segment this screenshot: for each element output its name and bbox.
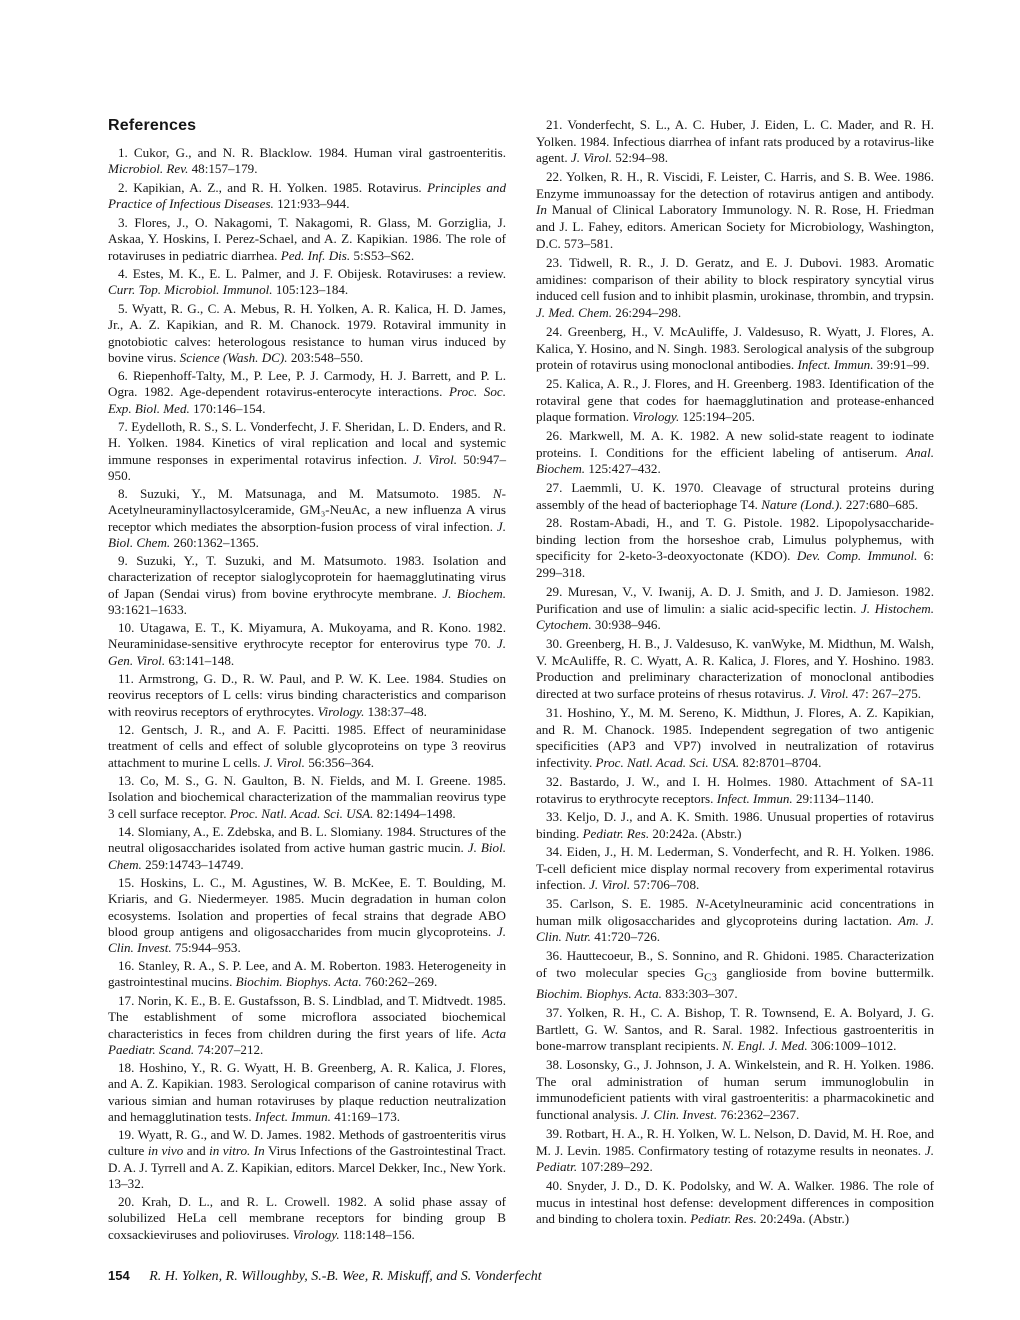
reference-entry bbox=[536, 948, 934, 1003]
reference-text: 22. Yolken, R. H., R. Viscidi, F. Leister, C. Harris, and S. B. Wee. 1986. Enzyme immunoassay for the detection of rotavirus antigen and antibody. bbox=[536, 169, 934, 201]
reference-entry bbox=[536, 896, 934, 946]
reference-text: Infect. Immun. bbox=[254, 1108, 331, 1124]
reference-text: 40. Snyder, J. D., D. K. Podolsky, and W. A. Walker. 1986. The role of mucus in intestinal host defense: development differences in composition and binding to cholera toxin. bbox=[536, 1178, 934, 1227]
reference-text: 11. Armstrong, G. D., R. W. Paul, and P. W. K. Lee. 1984. Studies on reovirus receptors of L cells: virus binding characteristics and comparison with reovirus receptors of erythrocytes. bbox=[108, 671, 506, 719]
reference-text: Dev. Comp. Immunol. bbox=[796, 548, 918, 564]
running-authors: R. H. Yolken, R. Willoughby, S.-B. Wee, R. Miskuff, and S. Vonderfecht bbox=[149, 1269, 542, 1284]
reference-text: 29. Muresan, V., V. Iwanij, A. D. J. Smith, and J. D. Jamieson. 1982. Purification and use of limulin: a sialic acid-specific lectin. bbox=[536, 584, 934, 616]
reference-entry bbox=[536, 376, 934, 426]
reference-text: J. Virol. bbox=[413, 451, 457, 467]
reference-text: 76:2362–2367. bbox=[717, 1107, 800, 1123]
reference-text: Principles and Practice of Infectious Diseases. bbox=[108, 180, 507, 212]
reference-text: 37. Yolken, R. H., C. A. Bishop, T. R. Townsend, E. A. Bolyard, J. G. Bartlett, G. W. Santos, and R. Saral. 1982. Infectious gastroenteritis in bone-marrow transplant recipients. bbox=[536, 1005, 934, 1054]
reference-text: Nature (Lond.). bbox=[761, 496, 843, 512]
reference-text: 57:706–708. bbox=[630, 877, 700, 893]
reference-text: 36. Hauttecoeur, B., S. Sonnino, and R. Ghidoni. 1985. Characterization of two molecular species G bbox=[536, 948, 934, 980]
reference-text: Proc. Soc. Exp. Biol. Med. bbox=[108, 384, 506, 416]
reference-text: 306:1009–1012. bbox=[807, 1038, 897, 1054]
reference-text: 35. Carlson, S. E. 1985. bbox=[546, 896, 696, 911]
reference-text: -Acetylneuraminic acid concentrations in human milk oligosaccharides and glycoproteins during lactation. bbox=[536, 896, 935, 928]
reference-text: Microbiol. Rev. bbox=[108, 161, 189, 177]
reference-entry bbox=[108, 553, 506, 618]
reference-text: 18. Hoshino, Y., R. G. Wyatt, H. B. Greenberg, A. R. Kalica, J. Flores, and A. Z. Kapikian. 1983. Serological comparison of canine rotavirus with various simian and human rotaviruses by plaque reduction neutralization and hemagglutination tests. bbox=[108, 1060, 506, 1124]
reference-text: 9. Suzuki, Y., T. Suzuki, and M. Matsumoto. 1983. Isolation and characterization of receptor sialoglycoprotein for haemagglutinating virus of Japan (Sendai virus) from bovine erythrocyte membrane. bbox=[108, 553, 506, 601]
reference-entry bbox=[536, 1057, 934, 1124]
reference-text: 31. Hoshino, Y., M. M. Sereno, K. Midthun, J. Flores, A. Z. Kapikian, and R. M. Chanock. 1985. Independent segregation of two antigenic specificities (AP3 and VP7) involved in neutralization of rotavirus infectivity. bbox=[536, 705, 934, 771]
reference-text: 260:1362–1365. bbox=[170, 534, 259, 550]
reference-entry bbox=[536, 844, 934, 894]
reference-text: 4. Estes, M. K., E. L. Palmer, and J. F. Obijesk. Rotaviruses: a review. bbox=[118, 266, 506, 281]
reference-entry bbox=[108, 620, 506, 669]
reference-text: 16. Stanley, R. A., S. P. Lee, and A. M. Roberton. 1983. Heterogeneity in gastrointestinal mucins. bbox=[108, 958, 506, 990]
reference-entry bbox=[536, 169, 934, 253]
reference-text: 41:169–173. bbox=[330, 1108, 401, 1124]
reference-text: 32. Bastardo, J. W., and I. H. Holmes. 1980. Attachment of SA-11 rotavirus to erythrocyte receptors. bbox=[536, 774, 934, 806]
reference-text: 227:680–685. bbox=[842, 496, 919, 512]
reference-text: 26:294–298. bbox=[612, 305, 682, 321]
reference-entry bbox=[536, 255, 934, 322]
reference-text: 3. Flores, J., O. Nakagomi, T. Nakagomi, R. Glass, M. Gorziglia, J. Askaa, Y. Hoskins, I. Perez-Schael, and A. Z. Kapikian. 1986. The role of rotaviruses in pediatric diarrhea. bbox=[108, 215, 506, 263]
reference-entry bbox=[108, 875, 506, 956]
reference-entry bbox=[108, 368, 506, 417]
reference-entry bbox=[108, 671, 506, 720]
reference-text: 10. Utagawa, E. T., K. Miyamura, A. Mukoyama, and R. Kono. 1982. Neuraminidase-sensitive erythrocyte receptor for enterovirus type 70. bbox=[108, 620, 506, 652]
reference-text: 760:262–269. bbox=[361, 974, 438, 990]
reference-text: N. Engl. J. Med. bbox=[722, 1038, 808, 1054]
reference-text: 125:194–205. bbox=[679, 409, 755, 425]
reference-text: 27. Laemmli, U. K. 1970. Cleavage of structural proteins during assembly of the head of bacteriophage T4. bbox=[536, 480, 934, 512]
reference-text: 259:14743–14749. bbox=[141, 856, 244, 872]
reference-entry bbox=[536, 636, 934, 703]
reference-text: 20. Krah, D. L., and R. L. Crowell. 1982. A solid phase assay of solubilized HeLa cell membrane receptors for binding group B coxsackieviruses and polioviruses. bbox=[108, 1194, 506, 1242]
reference-entry bbox=[536, 515, 934, 582]
reference-text: 138:37–48. bbox=[364, 703, 427, 719]
page-footer bbox=[108, 1268, 542, 1285]
reference-text: Anal. Biochem. bbox=[536, 444, 934, 477]
reference-entry bbox=[536, 1005, 934, 1055]
references-heading: References bbox=[108, 117, 197, 134]
page-number: 154 bbox=[108, 1268, 130, 1283]
reference-text: 6. Riepenhoff-Talty, M., P. Lee, P. J. Carmody, H. J. Barrett, and P. L. Ogra. 1982. Age-dependent rotavirus-enterocyte interactions. bbox=[108, 368, 506, 400]
reference-entry bbox=[108, 773, 506, 822]
reference-entry bbox=[108, 722, 506, 771]
reference-entry bbox=[536, 480, 934, 513]
reference-text: 105:123–184. bbox=[272, 282, 349, 298]
reference-text: 34. Eiden, J., H. M. Lederman, S. Vonderfecht, and R. H. Yolken. 1986. T-cell deficient mice display normal recovery from experimental rotavirus infection. bbox=[536, 844, 934, 893]
reference-text: Virology. bbox=[317, 703, 365, 719]
reference-entry bbox=[108, 266, 506, 299]
reference-text: J. Biol. Chem. bbox=[108, 518, 506, 550]
reference-text: Manual of Clinical Laboratory Immunology. N. R. Rose, H. Friedman and J. L. Fahey, editors. American Society for Microbiology, Washington, D.C. 573–581. bbox=[536, 202, 934, 251]
reference-text: J. Clin. Invest. bbox=[641, 1107, 718, 1123]
reference-text: C3 bbox=[704, 971, 717, 984]
reference-text: in vitro. In bbox=[209, 1143, 265, 1159]
reference-text: Ped. Inf. Dis. bbox=[280, 247, 351, 263]
reference-entry bbox=[536, 428, 934, 478]
reference-text: 30. Greenberg, H. B., J. Valdesuso, K. vanWyke, M. Midthun, M. Walsh, V. McAuliffe, R. C. Wyatt, A. R. Kalica, J. Flores, and Y. Hoshino. 1983. Production and preliminary characterization of monoclonal antibodies directed at two surface proteins of rhesus rotavirus. bbox=[536, 636, 934, 702]
reference-entry bbox=[536, 1126, 934, 1176]
reference-text: N bbox=[695, 896, 705, 911]
reference-entry bbox=[536, 705, 934, 772]
reference-text: 48:157–179. bbox=[188, 161, 258, 177]
reference-text: 52:94–98. bbox=[612, 150, 669, 166]
reference-entry bbox=[108, 958, 506, 991]
reference-text: 82:1494–1498. bbox=[373, 805, 456, 821]
reference-text: ganglioside from bovine buttermilk. bbox=[716, 964, 934, 980]
reference-text: 833:303–307. bbox=[661, 986, 738, 1002]
reference-text: 118:148–156. bbox=[339, 1226, 415, 1242]
reference-text: N bbox=[492, 486, 502, 501]
reference-text: J. Virol. bbox=[570, 150, 612, 166]
reference-text: 38. Losonsky, G., J. Johnson, J. A. Winkelstein, and R. H. Yolken. 1986. The oral administration of human serum immunoglobulin in immunodeficient patients with viral gastroenteritis: a pharmacokinetic and functional analysis. bbox=[536, 1057, 934, 1123]
reference-text: 2. Kapikian, A. Z., and R. H. Yolken. 1985. Rotavirus. bbox=[118, 180, 428, 195]
reference-text: 107:289–292. bbox=[577, 1159, 653, 1175]
reference-text: 74:207–212. bbox=[194, 1041, 264, 1057]
reference-text: 33. Keljo, D. J., and A. K. Smith. 1986. Unusual properties of rotavirus binding. bbox=[536, 809, 934, 841]
reference-text: in vivo bbox=[147, 1143, 184, 1159]
reference-text: Virology. bbox=[292, 1226, 340, 1242]
reference-text: 24. Greenberg, H., V. McAuliffe, J. Valdesuso, R. Wyatt, J. Flores, A. Kalica, Y. Hosino, and N. Singh. 1983. Serological analysis of the subgroup protein of rotavirus using monoclonal antibodies. bbox=[536, 324, 934, 373]
reference-text: 20:242a. (Abstr.) bbox=[649, 825, 742, 841]
reference-text: J. Virol. bbox=[589, 877, 631, 893]
reference-text: 23. Tidwell, R. R., J. D. Geratz, and E. J. Dubovi. 1983. Aromatic amidines: comparison of their ability to block respiratory syncytial virus induced cell fusion and to inhibit plasmin, urokinase, thrombin, and trypsin. bbox=[536, 255, 934, 304]
reference-text: Infect. Immun. bbox=[797, 357, 874, 373]
reference-entry bbox=[108, 180, 506, 213]
reference-text: 50:947–950. bbox=[108, 451, 506, 483]
reference-text: Proc. Natl. Acad. Sci. USA. bbox=[595, 755, 740, 771]
reference-text: 75:944–953. bbox=[171, 940, 241, 956]
reference-text: Science (Wash. DC). bbox=[179, 349, 288, 365]
reference-text: Biochim. Biophys. Acta. bbox=[536, 986, 662, 1002]
reference-text: 25. Kalica, A. R., J. Flores, and H. Greenberg. 1983. Identification of the rotaviral gene that codes for haemagglutination and protease-enhanced plaque formation. bbox=[536, 376, 934, 425]
reference-text: J. Histochem. Cytochem. bbox=[536, 600, 934, 633]
reference-entry bbox=[536, 809, 934, 842]
reference-entry bbox=[536, 1178, 934, 1228]
reference-text: J. Biochem. bbox=[442, 585, 506, 601]
reference-text: 1. Cukor, G., and N. R. Blacklow. 1984. Human viral gastroenteritis. bbox=[118, 145, 506, 160]
reference-text: 14. Slomiany, A., E. Zdebska, and B. L. Slomiany. 1984. Structures of the neutral oligosaccharides isolated from active human gastric mucin. bbox=[108, 824, 506, 856]
reference-entry bbox=[108, 145, 506, 178]
reference-entry bbox=[536, 774, 934, 807]
reference-text: J. Biol. Chem. bbox=[108, 840, 507, 872]
reference-text: Virus Infections of the Gastrointestinal Tract. D. A. J. Tyrrell and A. Z. Kapikian, editors. Marcel Dekker, Inc., New York. 13–32. bbox=[108, 1143, 506, 1191]
reference-entry bbox=[108, 419, 506, 484]
reference-text: J. Gen. Virol. bbox=[108, 636, 506, 668]
reference-text: 7. Eydelloth, R. S., S. L. Vonderfecht, J. F. Sheridan, L. D. Enders, and R. H. Yolken. 1984. Kinetics of viral replication and local and systemic immune responses in experimental rotavirus infection. bbox=[108, 419, 506, 467]
reference-text: 5. Wyatt, R. G., C. A. Mebus, R. H. Yolken, A. R. Kalica, H. D. James, Jr., A. Z. Kapikian, and R. M. Chanock. 1979. Rotaviral immunity in gnotobiotic calves: heterologous resistance to human virus induced by bovine virus. bbox=[108, 301, 506, 365]
reference-text: J. Med. Chem. bbox=[536, 305, 612, 321]
reference-entry bbox=[536, 584, 934, 634]
reference-entry bbox=[108, 1060, 506, 1125]
reference-text: 121:933–944. bbox=[273, 196, 350, 212]
reference-text: 47: 267–275. bbox=[848, 686, 922, 702]
reference-text: 29:1134–1140. bbox=[792, 790, 874, 806]
reference-text: 28. Rostam-Abadi, H., and T. G. Pistole. 1982. Lipopolysaccharide-binding lection from the horseshoe crab, Limulus polyphemus, with specificity for 2-keto-3-deoxyoctonate (KDO). bbox=[536, 515, 934, 564]
reference-text: Pediatr. Res. bbox=[582, 825, 650, 841]
reference-text: Pediatr. Res. bbox=[690, 1211, 757, 1227]
reference-text: 63:141–148. bbox=[165, 652, 235, 668]
reference-text: 203:548–550. bbox=[287, 349, 364, 365]
reference-text: In bbox=[536, 202, 547, 218]
reference-text: Infect. Immun. bbox=[716, 790, 793, 806]
reference-entry bbox=[536, 324, 934, 374]
reference-text: Biochim. Biophys. Acta. bbox=[235, 974, 362, 990]
reference-text: 26. Markwell, M. A. K. 1982. A new solid-state reagent to iodinate proteins. I. Conditions for the efficient labeling of antiserum. bbox=[536, 428, 934, 460]
reference-text: J. Clin. Invest. bbox=[108, 923, 506, 956]
reference-text: 13. Co, M. S., G. N. Gaulton, B. N. Fields, and M. I. Greene. 1985. Isolation and biochemical characterization of the mammalian reovirus type 3 cell surface receptor. bbox=[108, 773, 506, 821]
reference-text: 39. Rotbart, H. A., R. H. Yolken, W. L. Nelson, D. David, M. H. Roe, and M. J. Levin. 1985. Confirmatory testing of rotazyme results in neonates. bbox=[536, 1126, 934, 1158]
reference-text: 41:720–726. bbox=[590, 929, 661, 945]
reference-text: 15. Hoskins, L. C., M. Agustines, W. B. McKee, E. T. Boulding, M. Kriaris, and G. Niedermeyer. 1985. Mucin degradation in human colon ecosystems. Isolation and properties of fecal strains that degrade ABO blood group antigens and oligosaccharides from mucin glycoproteins. bbox=[108, 875, 506, 939]
reference-text: 56:356–364. bbox=[304, 754, 375, 770]
reference-text: 170:146–154. bbox=[189, 400, 266, 416]
reference-text: 21. Vonderfecht, S. L., A. C. Huber, J. Eiden, L. C. Mader, and R. H. Yolken. 1984. Infectious diarrhea of infant rats produced by a rotavirus-like agent. bbox=[536, 117, 934, 166]
reference-entry bbox=[108, 301, 506, 366]
reference-entry bbox=[536, 117, 934, 167]
reference-text: 93:1621–1633. bbox=[108, 601, 187, 617]
reference-text: Acta Paediatr. Scand. bbox=[108, 1025, 506, 1057]
reference-entry bbox=[108, 824, 506, 873]
reference-text: -Acetylneuraminyllactosylceramide, GM₃-NeuAc, a new influenza A virus receptor which mediates the absorption-fusion process of viral infection. bbox=[108, 486, 506, 534]
reference-text: 19. Wyatt, R. G., and W. D. James. 1982. Methods of gastroenteritis virus culture bbox=[108, 1127, 506, 1159]
reference-entry bbox=[108, 993, 506, 1058]
reference-text: 20:249a. (Abstr.) bbox=[756, 1211, 850, 1227]
reference-text: 30:938–946. bbox=[591, 617, 661, 633]
reference-text: Virology. bbox=[632, 409, 680, 425]
reference-text: J. Pediatr. bbox=[536, 1142, 934, 1175]
reference-text: 6: 299–318. bbox=[536, 548, 934, 581]
reference-text: Curr. Top. Microbiol. Immunol. bbox=[108, 282, 273, 298]
reference-entry bbox=[108, 215, 506, 264]
reference-text: Am. J. Clin. Nutr. bbox=[536, 912, 934, 945]
reference-entry bbox=[108, 1194, 506, 1243]
reference-text: J. Virol. bbox=[807, 686, 849, 702]
reference-text: 17. Norin, K. E., B. E. Gustafsson, B. S. Lindblad, and T. Midtvedt. 1985. The establishment of some microflora associated biochemical characteristics in feces from children during the first years of life. bbox=[108, 993, 506, 1041]
reference-entry bbox=[108, 1127, 506, 1192]
reference-text: J. Virol. bbox=[263, 754, 305, 770]
reference-entry bbox=[108, 486, 506, 551]
reference-text: 39:91–99. bbox=[873, 357, 930, 373]
reference-text: 125:427–432. bbox=[585, 461, 661, 477]
reference-text: 82:8701–8704. bbox=[739, 755, 822, 771]
reference-text: Proc. Natl. Acad. Sci. USA. bbox=[229, 805, 374, 821]
reference-text: 8. Suzuki, Y., M. Matsunaga, and M. Matsumoto. 1985. bbox=[118, 486, 493, 501]
reference-text: 5:S53–S62. bbox=[350, 247, 415, 263]
reference-text: 12. Gentsch, J. R., and A. F. Pacitti. 1985. Effect of neuraminidase treatment of cells and effect of soluble glycoproteins on type 3 reovirus attachment to murine L cells. bbox=[108, 722, 506, 770]
reference-text: and bbox=[183, 1143, 210, 1159]
